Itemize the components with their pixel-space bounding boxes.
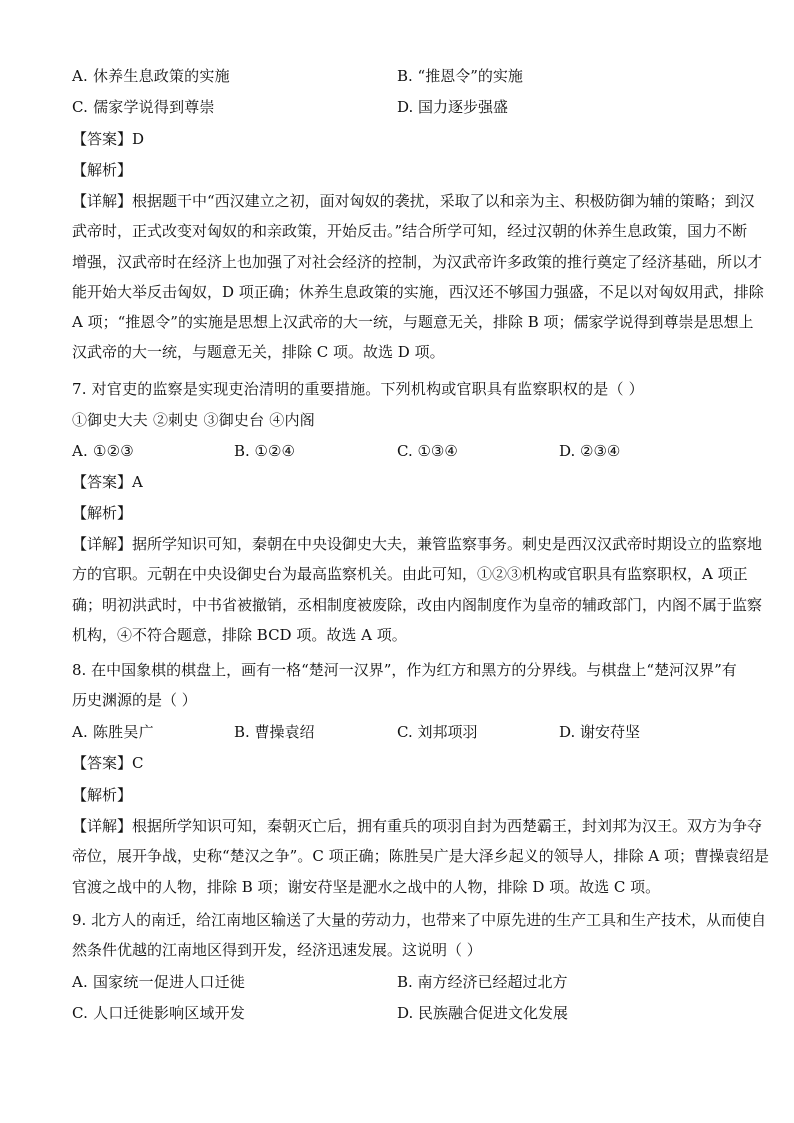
q8-stem — [72, 655, 737, 716]
q6-detail-line: 汉武帝的大一统，与题意无关，排除 C 项。故选 D 项。 — [72, 343, 445, 362]
q8-analysis-label: 【解析】 — [72, 786, 133, 804]
q7-option-a: A. ①②③ — [72, 442, 134, 460]
q8-stem-line: 8. 在中国象棋的棋盘上，画有一格“楚河一汉界”，作为红方和黑方的分界线。与棋盘上“楚河汉界”有 — [72, 661, 737, 679]
q6-answer: 【答案】D — [72, 130, 145, 148]
q9-stem — [72, 905, 767, 966]
q7-stem: 7. 对官吏的监察是实现吏治清明的重要措施。下列机构或官职具有监察职权的是（ ） — [72, 380, 644, 398]
q6-detail-line: A 项；“推恩令”的实施是思想上汉武帝的大一统，与题意无关，排除 B 项；儒家学说得到尊崇是思想上 — [72, 313, 754, 332]
q7-detail — [72, 529, 763, 650]
q6-detail — [72, 186, 764, 368]
q9-option-a: A. 国家统一促进人口迁徙 — [72, 973, 245, 991]
q7-answer: 【答案】A — [72, 473, 143, 491]
q6-analysis-label: 【解析】 — [72, 161, 133, 179]
q8-option-b: B. 曹操袁绍 — [234, 723, 315, 741]
q8-stem-line: 历史渊源的是（ ） — [72, 691, 197, 710]
q9-stem-line: 9. 北方人的南迁，给江南地区输送了大量的劳动力，也带来了中原先进的生产工具和生产技术，从而使自 — [72, 911, 767, 929]
q6-option-d: D. 国力逐步强盛 — [397, 98, 509, 116]
q6-option-a: A. 休养生息政策的实施 — [72, 67, 230, 85]
q8-detail-line: 帝位，展开争战，史称“楚汉之争”。C 项正确；陈胜吴广是大泽乡起义的领导人，排除 A 项；曹操袁绍是 — [72, 847, 769, 866]
q8-detail-line: 官渡之战中的人物，排除 B 项；谢安苻坚是淝水之战中的人物，排除 D 项。故选 C 项。 — [72, 877, 661, 896]
q7-analysis-label: 【解析】 — [72, 504, 133, 522]
q9-option-c: C. 人口迁徙影响区域开发 — [72, 1004, 246, 1022]
q7-option-d: D. ②③④ — [559, 442, 621, 460]
q7-option-c: C. ①③④ — [397, 442, 458, 460]
q7-items: ①御史大夫 ②刺史 ③御史台 ④内阁 — [72, 411, 315, 429]
q6-detail-line: 【详解】根据题干中“西汉建立之初，面对匈奴的袭扰，采取了以和亲为主、积极防御为辅的策略；到汉 — [72, 192, 755, 210]
q8-detail-line: 【详解】根据所学知识可知，秦朝灭亡后，拥有重兵的项羽自封为西楚霸王，封刘邦为汉王。双方为争夺 — [72, 817, 763, 835]
q6-option-b: B. “推恩令”的实施 — [397, 67, 523, 85]
q9-option-d: D. 民族融合促进文化发展 — [397, 1004, 569, 1022]
q7-option-b: B. ①②④ — [234, 442, 295, 460]
q7-detail-line: 【详解】据所学知识可知，秦朝在中央设御史大夫，兼管监察事务。刺史是西汉汉武帝时期设立的监察地 — [72, 535, 763, 553]
q8-option-c: C. 刘邦项羽 — [397, 723, 478, 741]
q8-option-d: D. 谢安苻坚 — [559, 723, 641, 741]
q6-detail-line: 能开始大举反击匈奴，D 项正确；休养生息政策的实施，西汉还不够国力强盛，不足以对匈奴用武，排除 — [72, 282, 764, 301]
q8-option-a: A. 陈胜吴广 — [72, 723, 154, 741]
q9-stem-line: 然条件优越的江南地区得到开发，经济迅速发展。这说明（ ） — [72, 941, 482, 960]
q6-option-c: C. 儒家学说得到尊崇 — [72, 98, 215, 116]
q6-detail-line: 武帝时，正式改变对匈奴的和亲政策，开始反击。”结合所学可知，经过汉朝的休养生息政策，国力不断 — [72, 222, 748, 241]
q7-detail-line: 方的官职。元朝在中央设御史台为最高监察机关。由此可知，①②③机构或官职具有监察职权，A 项正 — [72, 565, 748, 584]
q8-answer: 【答案】C — [72, 754, 144, 772]
q7-detail-line: 确；明初洪武时，中书省被撤销，丞相制度被废除，改由内阁制度作为皇帝的辅政部门，内阁不属于监察 — [72, 595, 763, 614]
q7-detail-line: 机构，④不符合题意，排除 BCD 项。故选 A 项。 — [72, 625, 407, 644]
q9-option-b: B. 南方经济已经超过北方 — [397, 973, 568, 991]
q8-detail — [72, 811, 769, 902]
q6-detail-line: 增强，汉武帝时在经济上也加强了对社会经济的控制，为汉武帝许多政策的推行奠定了经济基础，所以才 — [72, 252, 763, 271]
